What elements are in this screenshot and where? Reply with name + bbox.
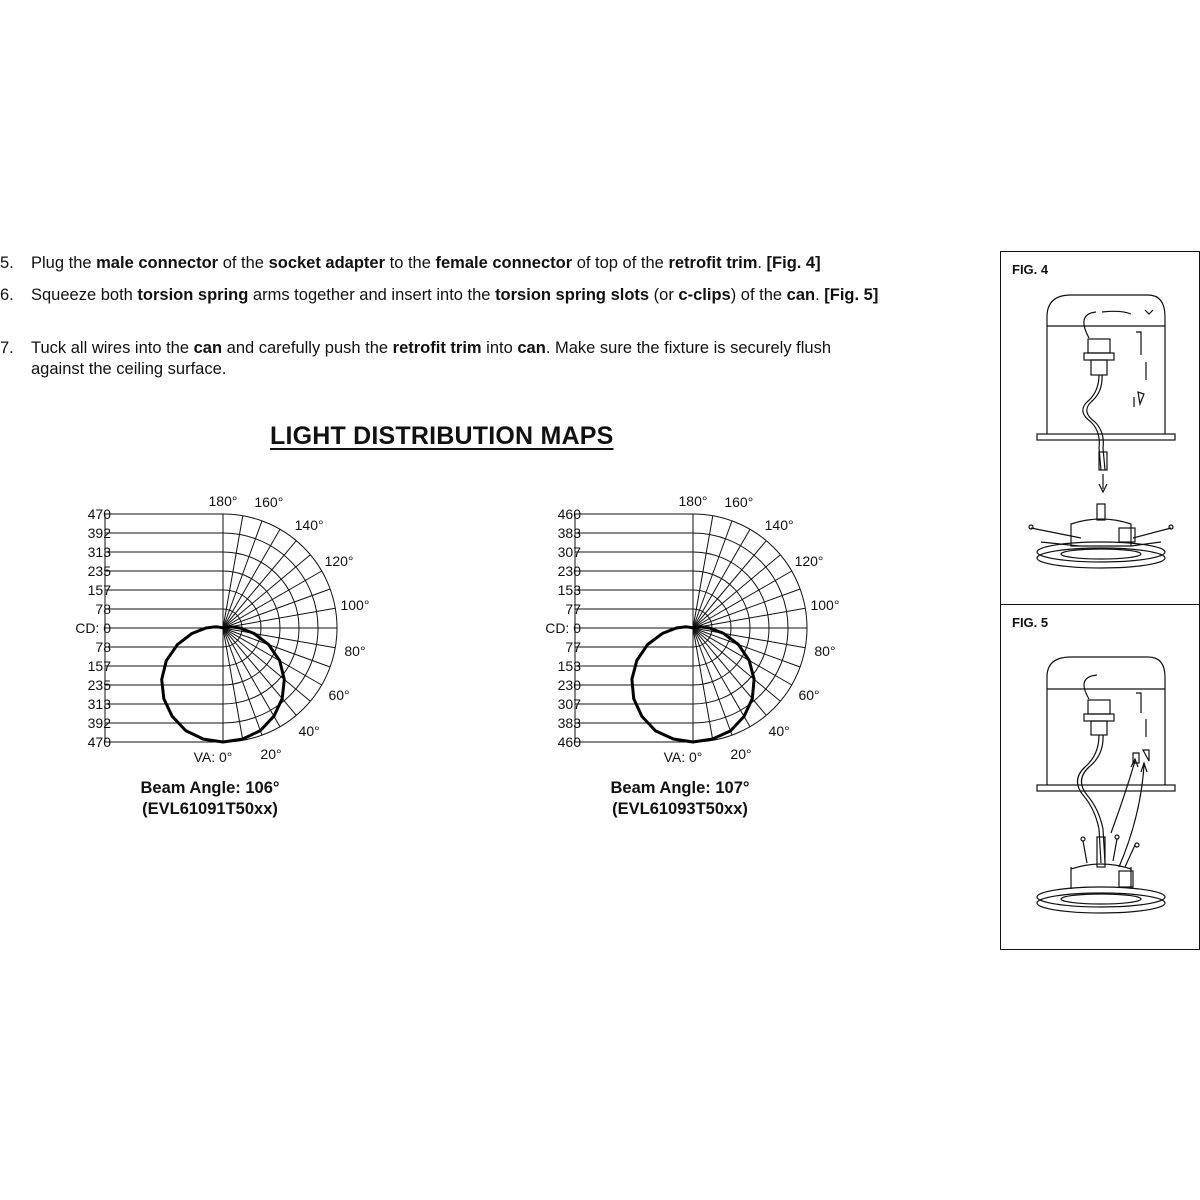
step-text xyxy=(31,338,876,380)
cd-tick-label: 460 xyxy=(557,506,581,522)
step-fragment: into xyxy=(481,339,518,357)
step-emphasis: retrofit trim xyxy=(392,339,482,357)
cd-tick-label: 392 xyxy=(87,715,111,731)
step-emphasis: can xyxy=(517,339,546,357)
step-emphasis: torsion spring slots xyxy=(495,286,650,304)
cd-tick-label: 392 xyxy=(87,525,111,541)
cd-tick-label: CD: 0 xyxy=(545,620,581,636)
step-emphasis: retrofit trim xyxy=(668,254,758,272)
cd-tick-label: 470 xyxy=(87,506,111,522)
cd-tick-label: 235 xyxy=(87,677,111,693)
cd-tick-label: 460 xyxy=(557,734,581,750)
step-fragment: of the xyxy=(218,254,269,272)
cd-tick-label: 307 xyxy=(557,544,581,560)
step-emphasis: male connector xyxy=(96,254,219,272)
beam-angle: Beam Angle: 106° xyxy=(140,779,280,797)
cd-tick-label: 230 xyxy=(557,677,581,693)
figure-5-panel xyxy=(1000,604,1200,950)
fig5-illustration xyxy=(1001,605,1199,949)
angle-label: 20° xyxy=(260,746,282,762)
step-fragment: . xyxy=(757,254,767,272)
cd-tick-label: 230 xyxy=(557,563,581,579)
angle-label: 120° xyxy=(794,553,824,569)
angle-label: 60° xyxy=(798,687,820,703)
step-emphasis: torsion spring xyxy=(137,286,249,304)
angle-label: 160° xyxy=(724,494,754,511)
cd-tick-label: 78 xyxy=(95,639,111,655)
step-fragment: arms together and insert into the xyxy=(248,286,496,304)
fig4-illustration xyxy=(1001,252,1199,605)
step-fragment: to the xyxy=(385,254,436,272)
cd-tick-label: 313 xyxy=(87,696,111,712)
angle-label: 100° xyxy=(340,596,370,613)
cd-tick-label: 77 xyxy=(565,639,581,655)
angle-label: 120° xyxy=(324,553,354,569)
angle-label: VA: 0° xyxy=(193,749,233,765)
cd-tick-label: 307 xyxy=(557,696,581,712)
figure-4-panel xyxy=(1000,251,1200,606)
cd-tick-label: 470 xyxy=(87,734,111,750)
step-fragment: . xyxy=(815,286,825,304)
step-text xyxy=(31,285,901,306)
cd-tick-label: 235 xyxy=(87,563,111,579)
step-emphasis: [Fig. 5] xyxy=(824,286,879,304)
cd-tick-label: 313 xyxy=(87,544,111,560)
figure-label: FIG. 5 xyxy=(1012,615,1049,630)
angle-label: 60° xyxy=(328,687,350,703)
light-distribution-chart-2 xyxy=(480,488,860,828)
angle-label: 100° xyxy=(810,596,840,613)
cd-tick-label: 383 xyxy=(557,525,581,541)
cd-tick-label: 383 xyxy=(557,715,581,731)
step-emphasis: can xyxy=(193,339,223,357)
cd-tick-label: 153 xyxy=(557,658,581,674)
model-number: (EVL61091T50xx) xyxy=(142,800,278,818)
step-fragment: Squeeze both xyxy=(31,286,138,304)
figure-label: FIG. 4 xyxy=(1012,262,1049,277)
cd-tick-label: 77 xyxy=(565,601,581,617)
angle-label: 140° xyxy=(764,517,794,534)
beam-angle-caption xyxy=(570,778,790,820)
beam-angle-caption xyxy=(100,778,320,820)
step-fragment: ) of the xyxy=(730,286,787,304)
polar-plot xyxy=(480,488,860,778)
angle-label: 40° xyxy=(768,722,790,739)
beam-angle: Beam Angle: 107° xyxy=(610,779,750,797)
angle-label: 140° xyxy=(294,517,324,534)
model-number: (EVL61093T50xx) xyxy=(612,800,748,818)
step-fragment: Tuck all wires into the xyxy=(31,339,194,357)
angle-label: 80° xyxy=(814,643,836,660)
angle-label: 80° xyxy=(344,643,366,660)
angle-label: 40° xyxy=(298,722,320,739)
cd-tick-label: 157 xyxy=(87,582,111,598)
step-fragment: and carefully push the xyxy=(222,339,393,357)
step-fragment: (or xyxy=(649,286,679,304)
step-emphasis: socket adapter xyxy=(268,254,386,272)
step-emphasis: [Fig. 4] xyxy=(766,254,821,272)
step-emphasis: c-clips xyxy=(678,286,731,304)
step-number: 5. xyxy=(0,254,14,272)
step-emphasis: can xyxy=(786,286,816,304)
step-emphasis: female connector xyxy=(435,254,573,272)
cd-tick-label: 78 xyxy=(95,601,111,617)
step-number: 7. xyxy=(0,339,14,357)
angle-label: 180° xyxy=(208,493,238,509)
angle-label: 180° xyxy=(678,493,708,509)
angle-label: VA: 0° xyxy=(663,749,703,765)
step-fragment: . Make sure the fixture is securely flush against the ceiling surface. xyxy=(31,339,832,378)
polar-plot xyxy=(10,488,390,778)
step-number: 6. xyxy=(0,286,14,304)
cd-tick-label: 153 xyxy=(557,582,581,598)
angle-label: 20° xyxy=(730,746,752,762)
cd-tick-label: CD: 0 xyxy=(75,620,111,636)
angle-label: 160° xyxy=(254,494,284,511)
step-text xyxy=(31,253,911,274)
section-title: LIGHT DISTRIBUTION MAPS xyxy=(270,422,614,450)
light-distribution-chart-1 xyxy=(10,488,390,828)
step-fragment: Plug the xyxy=(31,254,97,272)
cd-tick-label: 157 xyxy=(87,658,111,674)
step-fragment: of top of the xyxy=(572,254,669,272)
